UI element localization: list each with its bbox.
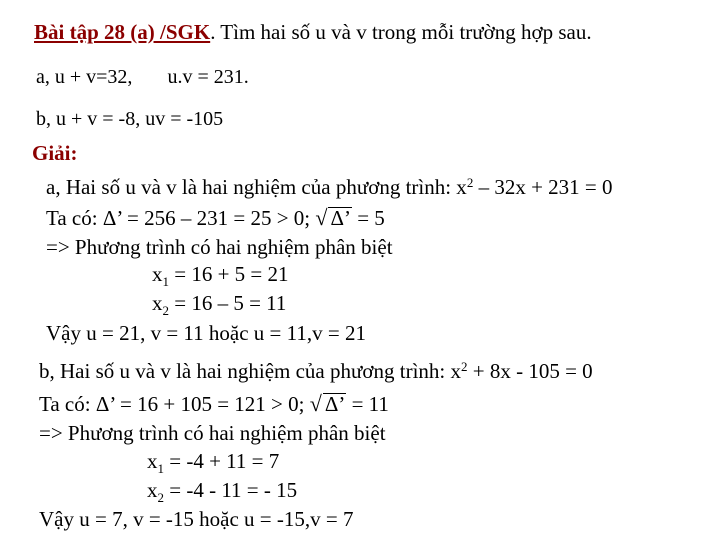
exercise-label: Bài tập 28 (a) /SGK [34,20,211,44]
part-b-answer: Vậy u = 7, v = -15 hoặc u = -15,v = 7 [39,507,354,531]
part-a-equation-rest: – 32x + 231 = 0 [473,175,613,199]
problem-a-product: u.v = 231. [167,66,249,88]
part-a-x1 [152,262,289,289]
part-b-radicand: Δ’ [324,392,346,416]
part-b-x1 [147,449,280,476]
exercise-instruction: . Tìm hai số u và v trong mỗi trường hợp sau. [210,20,592,44]
part-a-conclusion-roots: => Phương trình có hai nghiệm phân biệt [46,235,393,259]
x2-var: x [152,291,163,315]
x1-expr: = -4 + 11 = 7 [164,449,280,473]
x1-var: x [147,449,158,473]
part-b-equation [39,361,593,382]
part-b-root-value: = 11 [346,392,389,416]
problem-a [36,67,249,87]
part-b-discriminant [39,393,389,415]
x2-expr: = 16 – 5 = 11 [169,291,287,315]
problem-b: b, u + v = -8, uv = -105 [36,108,224,130]
part-a-radicand: Δ’ [330,206,351,230]
part-b-exponent: 2 [461,359,468,374]
x2-sub: 2 [162,303,169,318]
part-b-x2 [147,478,298,505]
x2-expr: = -4 - 11 = - 15 [164,478,298,502]
x2-var: x [147,478,158,502]
sqrt-delta-symbol: √ Δ’ [309,391,346,416]
part-b-delta: Ta có: Δ’ = 16 + 105 = 121 > 0; [39,392,310,416]
sqrt-delta-symbol: √ Δ’ [315,205,351,230]
part-b-conclusion-roots: => Phương trình có hai nghiệm phân biệt [39,421,386,445]
part-b-equation-text: b, Hai số u và v là hai nghiệm của phương trình: x [39,359,461,383]
x1-expr: = 16 + 5 = 21 [169,262,289,286]
part-a-discriminant [46,207,385,229]
x1-var: x [152,262,163,286]
part-a-delta: Ta có: Δ’ = 256 – 231 = 25 > 0; [46,206,316,230]
part-a-exponent: 2 [466,175,474,190]
solution-heading: Giải: [32,141,78,165]
part-a-root-value: = 5 [351,206,385,230]
part-a-x2 [152,291,287,318]
x1-sub: 1 [162,274,169,289]
problem-a-sum: a, u + v=32, [36,66,133,88]
x1-sub: 1 [157,461,164,476]
part-a-equation [46,177,613,198]
part-a-equation-text: a, Hai số u và v là hai nghiệm của phương trình: x [46,175,467,199]
x2-sub: 2 [157,490,164,505]
part-b-equation-rest: + 8x - 105 = 0 [467,359,593,383]
exercise-title [34,22,592,43]
part-a-answer: Vậy u = 21, v = 11 hoặc u = 11,v = 21 [46,321,366,345]
